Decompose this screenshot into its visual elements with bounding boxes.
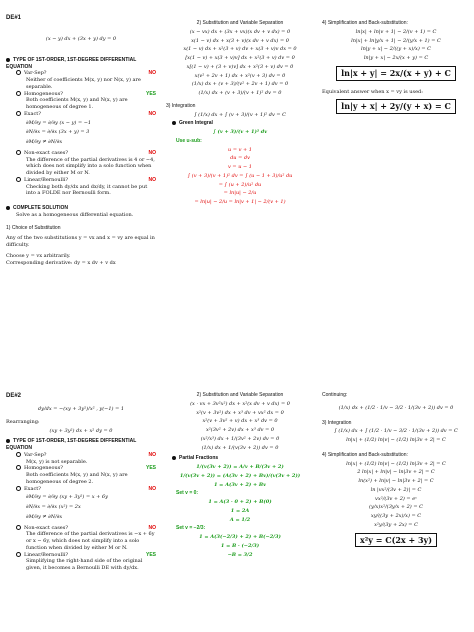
equation-line: −B = 3/2 <box>227 551 253 558</box>
equation-line: ln|y + x| − 2x/(x + y) = C <box>363 55 429 61</box>
equation-line: ln|x| + ln|v + 1| − 2/(v + 1) = C <box>355 28 437 35</box>
circle-bullet-icon <box>16 552 21 557</box>
equation-line: x[(1 − v) + (3 + v)v] dx + x²(3 + v) dv = 0 <box>186 63 294 70</box>
de1-simp-title: 4) Simplification and Back-substitution: <box>322 20 408 26</box>
equation-line: (1/x) dx + 1/(v(3v + 2)) dv = 0 <box>201 444 279 451</box>
de2-right-column <box>322 392 470 547</box>
equation-line: (x · vx + 3v²x²) dx + x²(x dv + v dx) = 0 <box>190 400 290 407</box>
circle-bullet-icon <box>16 150 21 155</box>
circle-bullet-icon <box>16 177 21 182</box>
equation-line: x(1 − v) dx + x(3 + v)(x dv + v dx) = 0 <box>191 37 289 44</box>
de2-rearr-eq: (xy + 3y²) dx + x² dy = 0 <box>49 427 113 434</box>
equation-line: 1 = 2A <box>230 507 250 514</box>
de1-choice-title: 1) Choice of Substitution <box>6 224 61 231</box>
de1-varsep-note: Neither of coefficients M(x, y) nor N(x, y) are separable. <box>26 77 141 90</box>
de1-homog-note: Both coefficients M(x, y) and N(x, y) are homogeneous of degree 1. <box>26 97 128 111</box>
equation-line: ln|x| + (1/2) ln|v| − (1/2) ln|3v + 2| = C <box>346 437 446 443</box>
de1-sub-lines <box>166 29 314 97</box>
equation-line: ln|y + x| − 2/((y + x)/x) = C <box>361 46 431 53</box>
bullet-icon <box>172 121 176 125</box>
de2-simp-title: 4) Simplification and Back-substitution: <box>322 451 408 458</box>
equation-line: ln |vx²/(3v + 2)| = C <box>370 486 422 493</box>
equation-line: ∫ (v + 3)/(v + 1)² dv = ∫ (u − 1 + 3)/u² du <box>187 172 293 179</box>
equation-line: 2 ln|x| + ln|v| − ln|3v + 2| = C <box>357 469 435 476</box>
bullet-icon <box>6 439 10 443</box>
de1-choose: Choose y = vx arbitrarily. <box>6 252 71 259</box>
equation-line: 1 = A(3(−2/3) + 2) + B(−2/3) <box>199 534 281 540</box>
de1-complete-note: Solve as a homogeneous differential equation. <box>16 211 134 218</box>
de2-homog-row: Homogeneous? YES <box>16 465 156 472</box>
de2-middle-column <box>166 392 314 560</box>
de1-exact-row: Exact? NO <box>16 111 156 118</box>
de2-nonexact-note: The difference of the partial derivatives is −x + 6y or x − 6y, which does not simplify into a solo function when divided by either M or N. <box>26 531 155 551</box>
equation-line: ln|x| + ln|y/x + 1| − 2/(y/x + 1) = C <box>351 37 441 44</box>
de2-setv23: Set v = −2/3: <box>176 525 206 532</box>
equation-line: = ln|u| − 2/u <box>223 190 257 197</box>
circle-bullet-icon <box>16 452 21 457</box>
de1-varsep-row: Var-Sep? NO <box>16 70 156 77</box>
de1-title: DE#1 <box>6 15 22 21</box>
de2-nonexact-row: Non-exact cases? NO <box>16 525 156 532</box>
de2-homog-note: Both coefficients M(x, y) and N(x, y) are homogeneous of degree 2. <box>26 472 128 485</box>
equation-line: (x − vx) dx + (3x + vx)(x dv + v dx) = 0 <box>189 28 291 35</box>
de2-pf-heading: Partial Fractions <box>172 455 314 462</box>
de1-simp-lines <box>322 29 470 62</box>
circle-bullet-icon <box>16 111 21 116</box>
circle-bullet-icon <box>16 465 21 470</box>
equation-line: [x(1 − v) + x(3 + v)v] dx + x²(3 + v) dv = 0 <box>185 55 295 61</box>
circle-bullet-icon <box>16 525 21 530</box>
de2-varsep-note: M(x, y) is not separable. <box>26 458 88 465</box>
de2-final-answer: x²y = C(2x + 3y) <box>355 533 437 548</box>
de2-setv23-lines <box>166 534 314 558</box>
equation-line: ln|x| + (1/2) ln|v| − (1/2) ln|3v + 2| = C <box>346 460 446 467</box>
de2-pf-lines <box>166 464 314 488</box>
de1-right-column <box>322 20 470 114</box>
de1-choice-note: Any of the two substitutions y = vx and x = vy are equal in difficulty. <box>6 235 155 249</box>
equation-line: (y/x)x²/(3y/x + 2) = C <box>369 504 423 511</box>
equation-line: ∫ (1/x) dx + ∫ (1/2 · 1/v − 3/2 · 1/(3v + 2)) dv = C <box>334 428 458 435</box>
de2-sub-title: 2) Substitution and Variable Separation <box>196 392 284 398</box>
de1-homog-row: Homogeneous? YES <box>16 91 156 98</box>
de1-linear-note: Checking both dy/dx and dx/dy, it cannot be put into a FOLDE nor Bernoulli form. <box>26 183 148 197</box>
equation-line: x²(v + 3v² + v) dx + x³ dv = 0 <box>202 418 278 425</box>
equation-line: 1/(v(3v + 2)) = A/v + B/(3v + 2) <box>196 464 284 470</box>
de2-exact-eq2: ∂N/∂x = ∂/∂x (x²) = 2x <box>26 504 81 511</box>
de2-setv0: Set v = 0: <box>176 490 199 497</box>
de1-sub-title: 2) Substitution and Variable Separation <box>196 20 284 26</box>
de1-usub-lines <box>166 147 314 171</box>
equation-line: 1 = B · (−2/3) <box>220 542 260 549</box>
de1-green-lines <box>166 173 314 206</box>
de1-exact-eq3: ∂M/∂y ≠ ∂N/∂x <box>26 139 63 146</box>
equation-line: 1 = A(3v + 2) + Bv <box>213 481 267 488</box>
equation-line: x(1 − v) dx + x²(3 + v) dv + x(3 + v)v dx = 0 <box>183 46 297 53</box>
de2-rearr: Rearranging: <box>6 418 40 425</box>
de2-int-title: 3) Integration <box>322 419 352 426</box>
de1-linear-row: Linear/Bernoulli? NO <box>16 177 156 184</box>
de2-title: DE#2 <box>6 393 22 399</box>
bullet-icon <box>172 456 176 460</box>
equation-line: xy/((3y + 2x)/x) = C <box>370 513 422 519</box>
equation-line: 1/(v(3v + 2)) = (A(3v + 2) + Bv)/(v(3v + 2)) <box>179 472 301 479</box>
equation-line: u = v + 1 <box>228 146 252 153</box>
de1-green-int-heading: Green Integral <box>172 120 314 127</box>
de1-exact-eq1: ∂M/∂y = ∂/∂y (x − y) = −1 <box>26 119 92 126</box>
de1-final-answer-1: ln|x + y| = 2x/(x + y) + C <box>336 66 456 81</box>
bullet-icon <box>6 206 10 210</box>
equation-line: x²(3v² + 2v) dx + x³ dv = 0 <box>205 427 275 433</box>
equation-line: (x²/x³) dx + 1/(3v² + 2v) dv = 0 <box>200 435 280 442</box>
bullet-icon <box>6 58 10 62</box>
de1-int-line: ∫ (1/x) dx + ∫ (v + 3)/(v + 1)² dv = C <box>193 111 286 118</box>
equation-line: A = 1/2 <box>229 516 251 523</box>
de1-left-column <box>6 14 156 266</box>
de2-exact-eq3: ∂M/∂y ≠ ∂N/∂x <box>26 513 63 520</box>
de2-sub-lines <box>166 401 314 452</box>
de1-exact-eq2: ∂N/∂x = ∂/∂x (3x + y) = 3 <box>26 129 90 136</box>
de2-linear-note: Simplifying the right-hand side of the original given, it becomes a Bernoulli DE with dy/dx. <box>26 558 143 572</box>
equation-line: 1 = A(3 · 0 + 2) + B(0) <box>208 499 272 505</box>
de2-setv0-lines <box>166 499 314 523</box>
equation-line: vx²/(3v + 2) = eᶜ <box>375 495 417 502</box>
de1-middle-column <box>166 20 314 208</box>
circle-bullet-icon <box>16 486 21 491</box>
de2-varsep-row: Var-Sep? NO <box>16 452 156 459</box>
equation-line: = ln|u| − 2/u = ln|v + 1| − 2/(v + 1) <box>194 199 286 205</box>
de2-equation: dy/dx = −(xy + 3y²)/x² , y(−1) = 1 <box>37 406 125 413</box>
equation-line: (1/x) dx + (v + 3)/(v² + 2v + 1) dv = 0 <box>191 81 289 88</box>
de2-int-lines <box>322 428 470 444</box>
de1-nonexact-note: The difference of the partial derivatives is 4 or −4, which does not simplify into a solo function when divided by either M or N. <box>26 156 155 177</box>
de2-exact-row: Exact? NO <box>16 486 156 493</box>
de2-linear-row: Linear/Bernoulli? YES <box>16 552 156 559</box>
de2-exact-eq1: ∂M/∂y = ∂/∂y (xy + 3y²) = x + 6y <box>26 494 108 501</box>
equation-line: = ∫ (u + 2)/u² du <box>218 181 262 188</box>
de1-use-usub: Use u-sub: <box>176 137 202 144</box>
de1-green-int-expr: ∫ (v + 3)/(v + 1)² dv <box>212 129 268 135</box>
de2-type-heading: TYPE OF 1ST-ORDER, 1ST-DEGREE DIFFERENTIAL EQUATION <box>6 438 137 452</box>
equation-line: du = dv <box>230 155 250 162</box>
equation-line: ln(x²) + ln|v| − ln|3v + 2| = C <box>358 478 434 484</box>
de1-complete-heading: COMPLETE SOLUTION <box>6 205 156 212</box>
de1-equiv-note: Equivalent answer when x = vy is used: <box>322 88 423 95</box>
de2-cont-line: (1/x) dx + (1/2 · 1/v − 3/2 · 1/(3v + 2)) dv = 0 <box>338 404 454 411</box>
de1-final-answer-2: ln|y + x| + 2y/(y + x) = C <box>336 99 456 114</box>
equation-line: v = u − 1 <box>228 164 252 170</box>
equation-line: x²y/(3y + 2x) = C <box>374 521 418 528</box>
de1-nonexact-row: Non-exact cases? NO <box>16 150 156 157</box>
equation-line: (1/x) dx + (v + 3)/(v + 1)² dv = 0 <box>198 90 282 96</box>
de1-equation: (x − y) dx + (3x + y) dy = 0 <box>45 36 117 43</box>
equation-line: x²(v + 3v²) dx + x³ dv + vx² dx = 0 <box>196 409 284 416</box>
circle-bullet-icon <box>16 91 21 96</box>
de1-type-heading: TYPE OF 1ST-ORDER, 1ST-DEGREE DIFFERENTIAL EQUATION <box>6 56 137 70</box>
de1-corr: Corresponding derivative: dy = x dv + v dx <box>6 259 116 266</box>
equation-line: x(v² + 2v + 1) dx + x²(v + 3) dv = 0 <box>194 72 286 79</box>
de2-left-column <box>6 392 156 572</box>
de2-simp-lines <box>322 461 470 529</box>
circle-bullet-icon <box>16 70 21 75</box>
de1-int-title: 3) Integration <box>166 102 196 109</box>
de2-cont-title: Continuing: <box>322 392 348 398</box>
